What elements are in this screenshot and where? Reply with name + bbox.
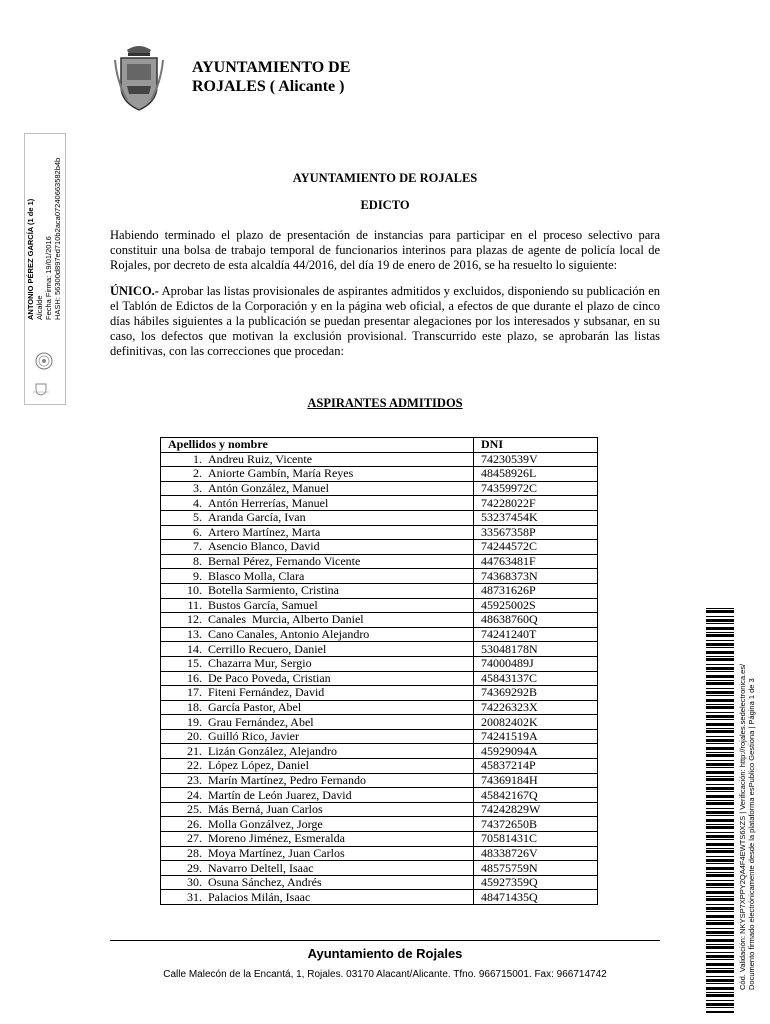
table-row	[161, 715, 598, 730]
candidate-dni: 74372650B	[474, 817, 598, 832]
footer-address: Calle Malecón de la Encantá, 1, Rojales. 03170 Alacant/Alicante. Tfno. 966715001. Fax: 966714742	[163, 969, 607, 980]
table-row	[161, 802, 598, 817]
candidate-dni: 74359972C	[474, 481, 598, 496]
candidate-dni: 20082402K	[474, 715, 598, 730]
candidate-name-cell	[161, 452, 474, 467]
resolution-text: Aprobar las listas provisionales de aspirantes admitidos y excluidos, disponiendo su publicación en el Tablón de Edictos de la Corporación y en la página web oficial, a efectos de que durante el plazo de cinco días hábiles siguientes a la publicación se puedan presentar alegaciones por los interesados y subsanar, en su caso, los defectos que motivan la exclusión provisional. Transcurrido este plazo, se aprobarán las listas definitivas, con las correcciones que procedan:	[110, 284, 660, 358]
candidate-dni: 74226323X	[474, 700, 598, 715]
candidate-dni: 74368373N	[474, 569, 598, 584]
table-row	[161, 875, 598, 890]
candidate-name: Moya Martínez, Juan Carlos	[208, 845, 345, 860]
candidate-name: Antón González, Manuel	[208, 481, 329, 496]
table-row	[161, 496, 598, 511]
row-number: 29.	[187, 860, 202, 875]
candidate-dni: 45837214P	[474, 759, 598, 774]
candidate-name: Palacios Milán, Isaac	[208, 889, 311, 904]
candidate-name: Más Berná, Juan Carlos	[208, 802, 323, 817]
row-number: 1.	[193, 451, 202, 466]
row-number: 19.	[187, 714, 202, 729]
candidate-name-cell	[161, 686, 474, 701]
row-number: 5.	[193, 510, 202, 525]
candidate-name: Lizán González, Alejandro	[208, 743, 337, 758]
candidate-name-cell	[161, 890, 474, 905]
candidate-name: Bustos García, Samuel	[208, 597, 318, 612]
row-number: 2.	[193, 466, 202, 481]
candidate-name: Osuna Sánchez, Andrés	[208, 875, 322, 890]
document-title: AYUNTAMIENTO DE ROJALES	[292, 171, 478, 185]
row-number: 17.	[187, 685, 202, 700]
candidate-name: Andreu Ruiz, Vicente	[208, 451, 313, 466]
table-row	[161, 642, 598, 657]
candidate-name-cell	[161, 554, 474, 569]
candidate-name-cell	[161, 861, 474, 876]
table-row	[161, 510, 598, 525]
candidate-name-cell	[161, 671, 474, 686]
candidate-name-cell	[161, 467, 474, 482]
table-row	[161, 467, 598, 482]
candidate-name: Guilló Rico, Javier	[208, 729, 299, 744]
candidate-name: Blasco Molla, Clara	[208, 568, 305, 583]
candidate-name: Moreno Jiménez, Esmeralda	[208, 831, 345, 846]
candidate-name: Navarro Deltell, Isaac	[208, 860, 314, 875]
resolution-paragraph	[110, 284, 660, 359]
signer-name: ANTONIO PÉREZ GARCÍA (1 de 1)	[26, 198, 35, 320]
row-number: 7.	[193, 539, 202, 554]
header-name: Apellidos y nombre	[161, 438, 474, 453]
org-header-line2: ROJALES ( Alicante )	[192, 78, 345, 95]
candidate-dni: 74000489J	[474, 656, 598, 671]
signer-role: Alcalde	[35, 295, 44, 320]
row-number: 16.	[187, 670, 202, 685]
candidate-name: Marín Martínez, Pedro Fernando	[208, 772, 366, 787]
candidate-name-cell	[161, 875, 474, 890]
table-row	[161, 671, 598, 686]
candidate-name: Cano Canales, Antonio Alejandro	[208, 627, 370, 642]
row-number: 22.	[187, 758, 202, 773]
verification-line1: Cód. Validación: NKYSP7XPPY2QA4F4EWTS6XZS | Verificación: http://rojales.sedelectronica.es/	[738, 663, 747, 990]
row-number: 14.	[187, 641, 202, 656]
candidate-dni: 74228022F	[474, 496, 598, 511]
admitted-candidates-table	[160, 437, 598, 905]
row-number: 20.	[187, 729, 202, 744]
signature-hash: HASH: 56300d897ed710b2aca07240663582b4b	[53, 157, 62, 320]
candidate-name: Molla Gonzálvez, Jorge	[208, 816, 323, 831]
row-number: 21.	[187, 743, 202, 758]
candidate-name-cell	[161, 481, 474, 496]
row-number: 12.	[187, 612, 202, 627]
candidate-name-cell	[161, 773, 474, 788]
table-row	[161, 788, 598, 803]
municipal-crest-icon	[113, 42, 165, 112]
candidate-name: Bernal Pérez, Fernando Vicente	[208, 554, 361, 569]
footer-divider	[110, 940, 660, 941]
table-row	[161, 817, 598, 832]
verification-text	[738, 664, 756, 990]
row-number: 30.	[187, 875, 202, 890]
table-row	[161, 686, 598, 701]
row-number: 24.	[187, 787, 202, 802]
candidate-name-cell	[161, 817, 474, 832]
candidate-dni: 48638760Q	[474, 613, 598, 628]
signature-date: Fecha Firma: 19/01/2016	[44, 236, 53, 320]
row-number: 4.	[193, 495, 202, 510]
table-row	[161, 656, 598, 671]
candidate-dni: 45925002S	[474, 598, 598, 613]
seal-icon	[35, 352, 53, 370]
candidate-name: Aniorte Gambín, María Reyes	[208, 466, 354, 481]
candidate-dni: 45843137C	[474, 671, 598, 686]
row-number: 23.	[187, 772, 202, 787]
candidate-name: Cerrillo Recuero, Daniel	[208, 641, 327, 656]
intro-paragraph: Habiendo terminado el plazo de presentación de instancias para participar en el proceso selectivo para constituir una bolsa de trabajo temporal de funcionarios interinos para plazas de agente de policía local de Rojales, por decreto de esta alcaldía 44/2016, del día 19 de enero de 2016, se ha resuelto lo siguiente:	[110, 228, 660, 272]
candidate-name: Grau Fernández, Abel	[208, 714, 314, 729]
table-row	[161, 627, 598, 642]
candidate-dni: 74241519A	[474, 729, 598, 744]
candidate-name: Asencio Blanco, David	[208, 539, 320, 554]
org-header-line1: AYUNTAMIENTO DE	[192, 59, 351, 76]
row-number: 11.	[187, 597, 202, 612]
table-row	[161, 700, 598, 715]
candidate-name: Antón Herrerías, Manuel	[208, 495, 329, 510]
candidate-dni: 74230539V	[474, 452, 598, 467]
candidate-dni: 45927359Q	[474, 875, 598, 890]
table-row	[161, 744, 598, 759]
candidate-name-cell	[161, 729, 474, 744]
row-number: 25.	[187, 802, 202, 817]
table-row	[161, 525, 598, 540]
row-number: 3.	[193, 481, 202, 496]
row-number: 31.	[187, 889, 202, 904]
candidate-dni: 48458926L	[474, 467, 598, 482]
candidate-name-cell	[161, 598, 474, 613]
table-row	[161, 554, 598, 569]
candidate-name-cell	[161, 788, 474, 803]
candidate-name-cell	[161, 832, 474, 847]
candidate-dni: 45929094A	[474, 744, 598, 759]
candidate-name-cell	[161, 802, 474, 817]
candidate-dni: 74369292B	[474, 686, 598, 701]
candidate-name: Fiteni Fernández, David	[208, 685, 325, 700]
candidate-name: Artero Martínez, Marta	[208, 524, 321, 539]
candidate-dni: 44763481F	[474, 554, 598, 569]
table-row	[161, 598, 598, 613]
verification-line2: Documento firmado electrónicamente desde la plataforma esPublico Gestiona | Página 1 de 3	[747, 678, 756, 990]
table-row	[161, 861, 598, 876]
candidate-name-cell	[161, 744, 474, 759]
table-row	[161, 729, 598, 744]
candidate-dni: 74369184H	[474, 773, 598, 788]
row-number: 27.	[187, 831, 202, 846]
row-number: 26.	[187, 816, 202, 831]
table-row	[161, 569, 598, 584]
candidate-name: Canales Murcia, Alberto Daniel	[208, 612, 364, 627]
row-number: 10.	[187, 583, 202, 598]
candidate-name-cell	[161, 759, 474, 774]
table-row	[161, 773, 598, 788]
candidate-name-cell	[161, 846, 474, 861]
candidate-name-cell	[161, 525, 474, 540]
candidate-name-cell	[161, 583, 474, 598]
candidate-dni: 74242829W	[474, 802, 598, 817]
table-row	[161, 846, 598, 861]
row-number: 6.	[193, 524, 202, 539]
candidate-name-cell	[161, 613, 474, 628]
candidate-dni: 48338726V	[474, 846, 598, 861]
candidate-dni: 45842167Q	[474, 788, 598, 803]
resolution-label: ÚNICO.-	[110, 284, 159, 298]
table-row	[161, 759, 598, 774]
candidate-name-cell	[161, 510, 474, 525]
candidate-name-cell	[161, 642, 474, 657]
candidate-name: De Paco Poveda, Cristian	[208, 670, 331, 685]
document-subtitle: EDICTO	[360, 198, 410, 212]
row-number: 13.	[187, 627, 202, 642]
candidate-name-cell	[161, 715, 474, 730]
candidate-name-cell	[161, 496, 474, 511]
candidate-dni: 33567358P	[474, 525, 598, 540]
header-dni: DNI	[474, 438, 598, 453]
candidate-name: López López, Daniel	[208, 758, 309, 773]
candidate-name-cell	[161, 627, 474, 642]
row-number: 8.	[193, 554, 202, 569]
row-number: 15.	[187, 656, 202, 671]
table-row	[161, 481, 598, 496]
table-row	[161, 540, 598, 555]
signature-stamp	[26, 120, 62, 320]
table-row	[161, 452, 598, 467]
candidate-dni: 48471435Q	[474, 890, 598, 905]
row-number: 18.	[187, 699, 202, 714]
candidate-name: Botella Sarmiento, Cristina	[208, 583, 339, 598]
candidate-dni: 74241240T	[474, 627, 598, 642]
candidate-name-cell	[161, 569, 474, 584]
candidate-name: Aranda García, Ivan	[208, 510, 306, 525]
candidate-name-cell	[161, 540, 474, 555]
table-row	[161, 890, 598, 905]
row-number: 9.	[193, 568, 202, 583]
crest-mini-icon	[33, 382, 49, 396]
candidate-dni: 74244572C	[474, 540, 598, 555]
table-header-row	[161, 438, 598, 453]
section-title: ASPIRANTES ADMITIDOS	[307, 396, 463, 410]
candidate-name-cell	[161, 700, 474, 715]
candidate-dni: 53237454K	[474, 510, 598, 525]
candidate-dni: 48731626P	[474, 583, 598, 598]
candidate-dni: 53048178N	[474, 642, 598, 657]
row-number: 28.	[187, 845, 202, 860]
table-row	[161, 583, 598, 598]
candidate-name-cell	[161, 656, 474, 671]
candidate-name: Chazarra Mur, Sergio	[208, 656, 312, 671]
table-row	[161, 613, 598, 628]
table-row	[161, 832, 598, 847]
candidate-dni: 48575759N	[474, 861, 598, 876]
candidate-name: Martín de León Juarez, David	[208, 787, 352, 802]
footer-org-name: Ayuntamiento de Rojales	[307, 946, 463, 961]
candidate-dni: 70581431C	[474, 832, 598, 847]
org-header	[192, 58, 350, 96]
candidate-name: García Pastor, Abel	[208, 699, 302, 714]
barcode-icon	[706, 608, 734, 1013]
